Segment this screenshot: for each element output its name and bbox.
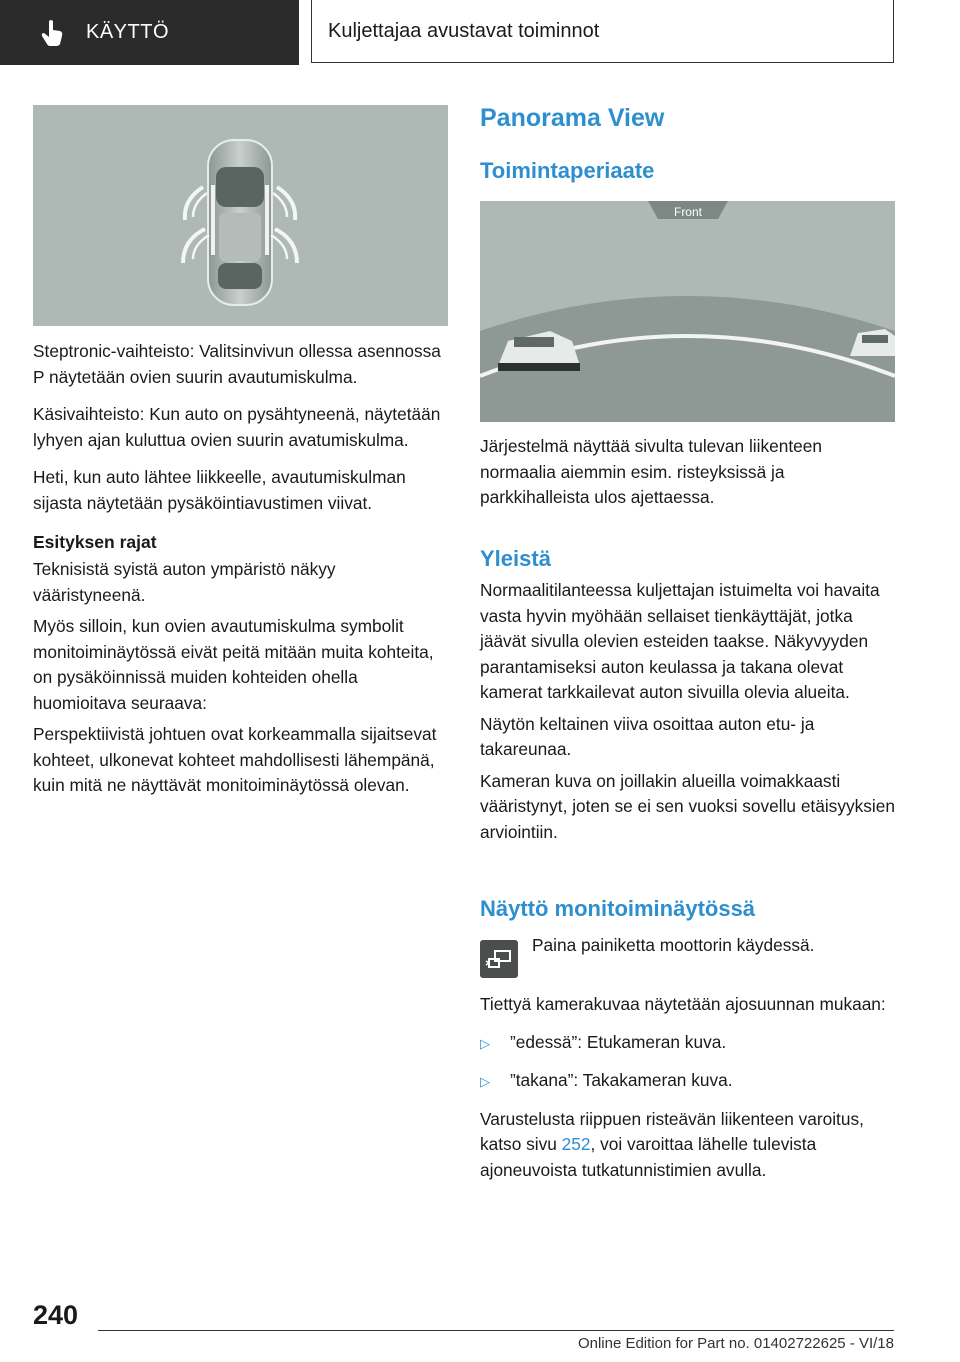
subheading-principle: Toimintaperiaate [480, 158, 655, 183]
chapter-title: Kuljettajaa avustavat toiminnot [328, 19, 600, 42]
paragraph: Myös silloin, kun ovien avautumiskulma symbolit monitoiminäytössä eivät peitä mitään muita kohteita, on pysäköinnissä muiden kohteiden ohella huomioitava seuraava: [33, 616, 434, 713]
section-tab [0, 0, 299, 65]
chapter-header [311, 0, 894, 63]
paragraph: Normaalitilanteessa kuljettajan istuimelta voi havaita vasta hyvin myöhään sellaiset tienkäyttäjät, jotka jäävät sivulla olevien esteiden taakse. Näkyvyyden parantamiseksi auton keulassa ja takana olevat kamerat tarkkailevat auton sivuilla olevia alueita. [480, 580, 880, 702]
right-column [480, 434, 898, 523]
page-number: 240 [33, 1300, 79, 1330]
paragraph: Kameran kuva on joillakin alueilla voimakkaasti vääristynyt, joten se ei sen vuoksi sovellu etäisyyksien arviointiin. [480, 770, 895, 842]
triangle-bullet-icon: ▷ [480, 1074, 490, 1089]
paragraph: Perspektiivistä johtuen ovat korkeammalla sijaitsevat kohteet, ulkonevat kohteet mahdollisesti lähempänä, kuin mitä ne näyttävät monitoiminäytössä olevan. [33, 724, 437, 795]
paragraph: Teknisistä syistä auton ympäristö näkyy vääristyneenä. [33, 559, 336, 605]
right-column-general [480, 578, 898, 857]
page-reference-link[interactable]: 252 [561, 1134, 591, 1154]
paragraph: Järjestelmä näyttää sivulta tulevan liikenteen normaalia aiemmin esim. risteyksissä ja parkkihalleista ulos ajettaessa. [480, 436, 822, 507]
section-title: KÄYTTÖ [86, 21, 170, 43]
paragraph: Varustelusta riippuen risteävän liikenteen varoitus, katso sivu 252, voi varoittaa lähelle tulevista ajoneuvoista tutkatunnistimien avulla. [480, 1108, 864, 1180]
right-column-display [480, 992, 898, 1195]
door-opening-angle-image [33, 105, 448, 326]
subheading-display: Näyttö monitoiminäytössä [480, 896, 756, 921]
footer-divider [98, 1330, 894, 1331]
camera-front-label: Front [673, 205, 703, 219]
edition-info: Online Edition for Part no. 01402722625 - VI/18 [577, 1335, 894, 1352]
button-instruction: Paina painiketta moottorin käydessä. [532, 935, 815, 955]
paragraph: Steptronic-vaihteisto: Valitsinvivun ollessa asennossa P näytetään ovien suurin avautumiskulma. [33, 341, 441, 387]
subheading-general: Yleistä [480, 546, 551, 571]
page-title: Panorama View [480, 104, 665, 132]
paragraph: Heti, kun auto lähtee liikkeelle, avautumiskulman sijasta näytetään pysäköintiavustimen viivat. [33, 467, 406, 513]
paragraph: Näytön keltainen viiva osoittaa auton etu- ja takareunaa. [480, 713, 815, 759]
panorama-view-image [480, 201, 895, 422]
paragraph: Tiettyä kamerakuvaa näytetään ajosuunnan mukaan: [480, 994, 886, 1014]
pointing-hand-icon [40, 18, 66, 48]
triangle-bullet-icon: ▷ [480, 1035, 490, 1051]
panorama-camera-illustration [480, 201, 895, 422]
camera-button-icon [480, 940, 518, 978]
left-column [33, 339, 451, 811]
car-top-view-illustration [33, 105, 448, 326]
subheading-limits: Esityksen rajat [33, 532, 157, 552]
list-item: ▷ ”edessä”: Etukameran kuva. [480, 1030, 898, 1057]
paragraph: Käsivaihteisto: Kun auto on pysähtyneenä, näytetään lyhyen ajan kuluttua ovien suurin avatumiskulma. [33, 404, 441, 450]
list-item: ▷ ”takana”: Takakameran kuva. [480, 1068, 898, 1095]
